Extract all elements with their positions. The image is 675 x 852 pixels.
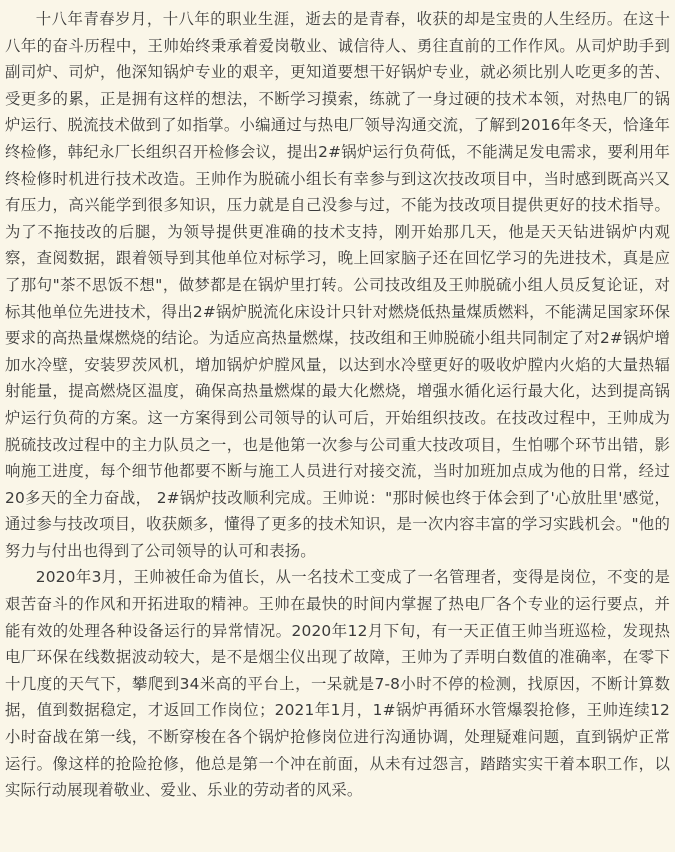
paragraph: 2020年3月，王帅被任命为值长，从一名技术工变成了一名管理者，变得是岗位，不变的是艰苦奋斗的作风和开拓进取的精神。王帅在最快的时间内掌握了热电厂各个专业的运行要点，并能有效的处理各种设备运行的异常情况。2020年12月下旬，有一天正值王帅当班巡检，发现热电厂环保在线数据波动较大，是不是烟尘仪出现了故障，王帅为了弄明白数值的准确率，在零下十几度的天气下，攀爬到34米高的平台上，一呆就是7-8小时不停的检测，找原因，不断计算数据，值到数据稳定，才返回工作岗位；2021年1月，1#锅炉再循环水管爆裂抢修，王帅连续12小时奋战在第一线，不断穿梭在各个锅炉抢修岗位进行沟通协调，处理疑难问题，直到锅炉正常运行。像这样的抢险抢修，他总是第一个冲在前面，从未有过怨言，踏踏实实干着本职工作，以实际行动展现着敬业、爱业、乐业的劳动者的风采。	[5, 568, 670, 800]
paragraph: 十八年青春岁月，十八年的职业生涯，逝去的是青春，收获的却是宝贵的人生经历。在这十八年的奋斗历程中，王帅始终秉承着爱岗敬业、诚信待人、勇往直前的工作作风。从司炉助手到副司炉、司炉，他深知锅炉专业的艰辛，更知道要想干好锅炉专业，就必须比别人吃更多的苦、受更多的累，正是拥有这样的想法，不断学习摸索，练就了一身过硬的技术本领，对热电厂的锅炉运行、脱流技术做到了如指掌。小编通过与热电厂领导沟通交流，了解到2016年冬天，恰逢年终检修，韩纪永厂长组织召开检修会议，提出2#锅炉运行负荷低，不能满足发电需求，要利用年终检修时机进行技术改造。王帅作为脱硫小组长有幸参与到这次技改项目中，当时感到既高兴又有压力，高兴能学到很多知识，压力就是自己没参与过，不能为技改项目提供更好的技术指导。为了不拖技改的后腿，为领导提供更准确的技术支持，刚开始那几天，他是天天钻进锅炉内观察，查阅数据，跟着领导到其他单位对标学习，晚上回家脑子还在回忆学习的先进技术，真是应了那句"茶不思饭不想"，做梦都是在锅炉里打转。公司技改组及王帅脱硫小组人员反复论证，对标其他单位先进技术，得出2#锅炉脱流化床设计只针对燃烧低热量煤质燃料，不能满足国家环保要求的高热量煤燃烧的结论。为适应高热量燃煤，技改组和王帅脱硫小组共同制定了对2#锅炉增加水冷壁，安装罗茨风机，增加锅炉炉膛风量，以达到水冷壁更好的吸收炉膛内火焰的大量热辐射能量，提高燃烧区温度，确保高热量燃煤的最大化燃烧，增强水循化运行最大化，达到提高锅炉运行负荷的方案。这一方案得到公司领导的认可后，开始组织技改。在技改过程中，王帅成为脱硫技改过程中的主力队员之一，也是他第一次参与公司重大技改项目，生怕哪个环节出错，影响施工进度，每个细节他都要不断与施工人员进行对接交流，当时加班加点成为他的日常，经过20多天的全力奋战， 2#锅炉技改顺利完成。王帅说："那时候也终于体会到了'心放肚里'感觉，通过参与技改项目，收获颇多，懂得了更多的技术知识，是一次内容丰富的学习实践机会。"他的努力与付出也得到了公司领导的认可和表扬。	[5, 10, 670, 560]
